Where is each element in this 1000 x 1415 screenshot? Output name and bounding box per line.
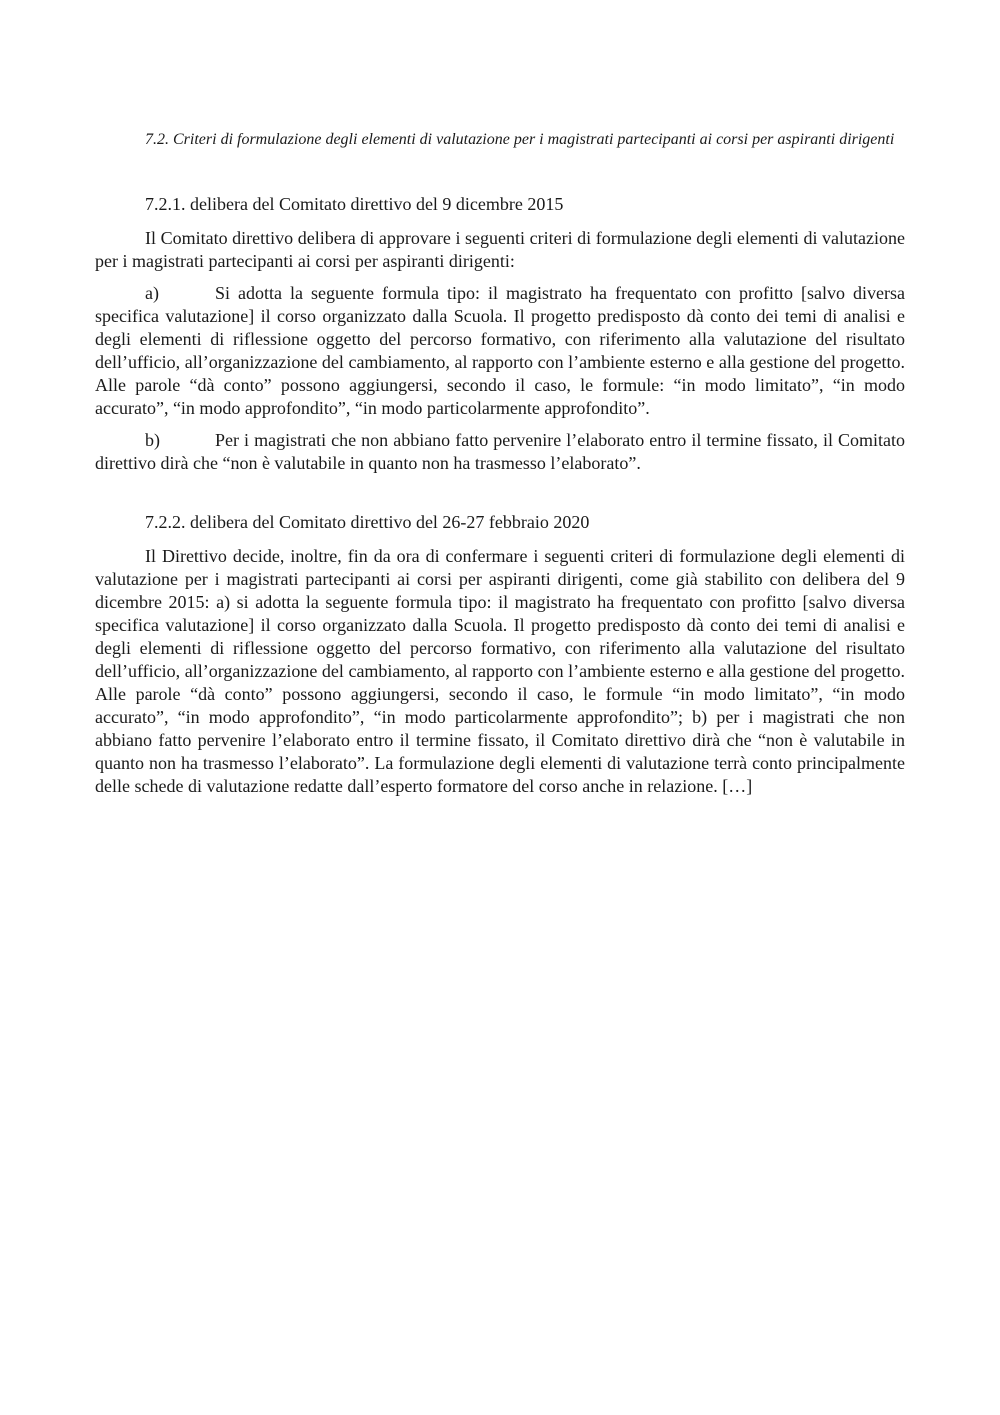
- list-item-marker: a): [145, 283, 159, 303]
- subsection-heading-7-2-2: 7.2.2. delibera del Comitato direttivo del 26-27 febbraio 2020: [145, 512, 590, 532]
- list-item-text: Si adotta la seguente formula tipo: il magistrato ha frequentato con profitto [salvo diversa specifica valutazione] il corso organizzato dalla Scuola. Il progetto predisposto dà conto dei temi di analisi e degli elementi di riflessione oggetto del percorso formativo, con riferimento alla valutazione del risultato dell’ufficio, all’organizzazione del cambiamento, al rapporto con l’ambiente esterno e alla gestione del progetto. Alle parole “dà conto” possono aggiungersi, secondo il caso, le formule: “in modo limitato”, “in modo accurato”, “in modo approfondito”, “in modo particolarmente approfondito”.: [95, 283, 905, 418]
- subsection-intro-paragraph: Il Comitato direttivo delibera di approvare i seguenti criteri di formulazione degli elementi di valutazione per i magistrati partecipanti ai corsi per aspiranti dirigenti:: [95, 228, 905, 271]
- list-item-marker: b): [145, 430, 160, 450]
- list-item-b: [95, 429, 905, 475]
- list-item-text: Per i magistrati che non abbiano fatto pervenire l’elaborato entro il termine fissato, il Comitato direttivo dirà che “non è valutabile in quanto non ha trasmesso l’elaborato”.: [95, 430, 905, 473]
- subsection-body-paragraph: Il Direttivo decide, inoltre, fin da ora di confermare i seguenti criteri di formulazione degli elementi di valutazione per i magistrati partecipanti ai corsi per aspiranti dirigenti, come già stabilito con delibera del 9 dicembre 2015: a) si adotta la seguente formula tipo: il magistrato ha frequentato con profitto [salvo diversa specifica valutazione] il corso organizzato dalla Scuola. Il progetto predisposto dà conto dei temi di analisi e degli elementi di riflessione oggetto del percorso formativo, con riferimento alla valutazione del risultato dell’ufficio, all’organizzazione del cambiamento, al rapporto con l’ambiente esterno e alla gestione del progetto. Alle parole “dà conto” possono aggiungersi, secondo il caso, le formule “in modo limitato”, “in modo accurato”, “in modo approfondito”, “in modo particolarmente approfondito”; b) per i magistrati che non abbiano fatto pervenire l’elaborato entro il termine fissato, il Comitato direttivo dirà che “non è valutabile in quanto non ha trasmesso l’elaborato”. La formulazione degli elementi di valutazione terrà conto principalmente delle schede di valutazione redatte dall’esperto formatore del corso anche in relazione. […]: [95, 546, 905, 796]
- section-heading: 7.2. Criteri di formulazione degli elementi di valutazione per i magistrati partecipanti ai corsi per aspiranti dirigenti: [145, 131, 895, 148]
- subsection-heading-7-2-1: 7.2.1. delibera del Comitato direttivo del 9 dicembre 2015: [145, 194, 564, 214]
- document-page: [95, 128, 905, 798]
- list-item-a: [95, 282, 905, 420]
